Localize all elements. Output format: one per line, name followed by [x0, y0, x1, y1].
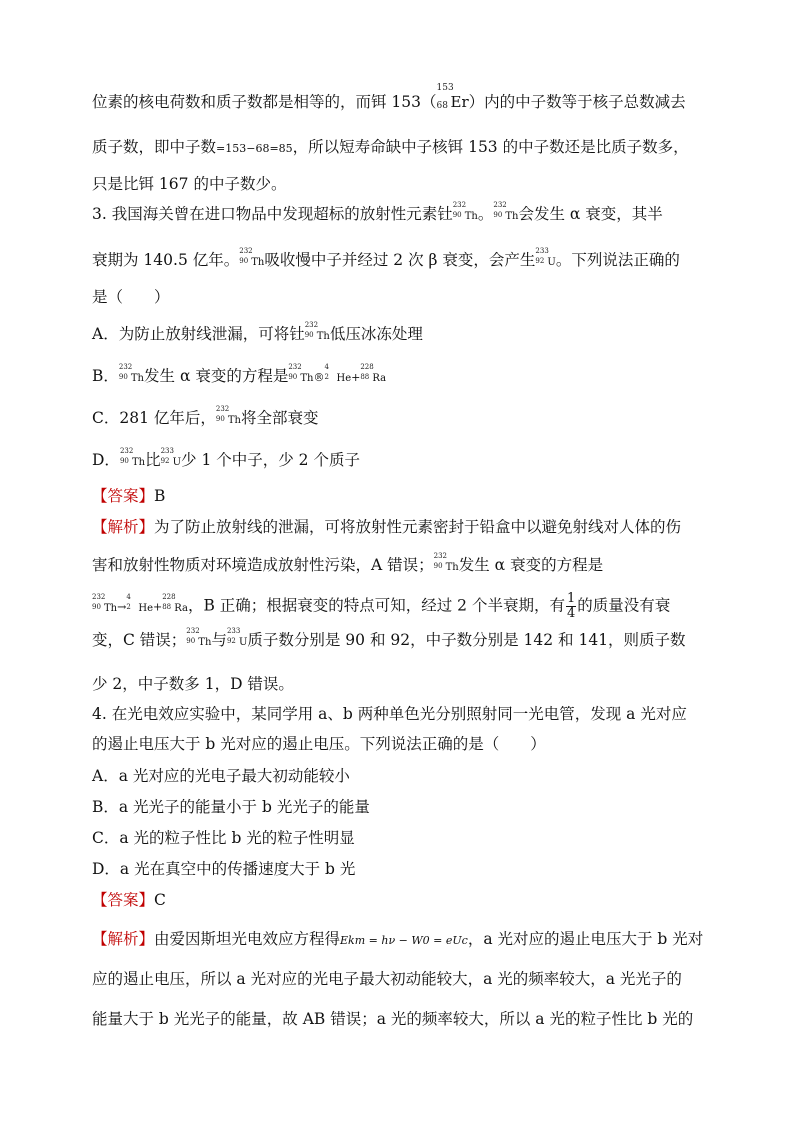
explanation-tag: 【解析】: [92, 518, 155, 536]
option-3b: B． 232 90 Th发生 α 衰变的方程是 232 90 Th® 4 2 He+ 228 88 Ra: [92, 366, 386, 389]
answer-tag: 【答案】: [92, 891, 155, 909]
explanation-tag: 【解析】: [92, 930, 155, 948]
isotope-th: 232 90 Th: [452, 201, 478, 222]
isotope-u: 233 92 U: [226, 627, 248, 648]
explanation-3-line-1: 【解析】为了防止放射线的泄漏，可将放射性元素密封于铅盒中以避免射线对人体的伤: [92, 518, 682, 536]
fraction-one-quarter: $\frac{1}{4}$: [566, 591, 576, 621]
isotope-th: 232 90 Th: [215, 405, 241, 426]
explanation-3-line-3: 232 90 Th→ 4 2 He+ 228 88 Ra，B 正确；根据衰变的特点可知，经过 2 个半衰期，有 $\frac{1}{4}$ 的质量没有衰: [92, 591, 671, 621]
option-4d: D．a 光在真空中的传播速度大于 b 光: [92, 860, 356, 878]
option-3d: D． 232 90 Th比 233 92 U少 1 个中子，少 2 个质子: [92, 450, 360, 473]
option-3a: A．为防止放射线泄漏，可将钍 232 90 Th低压冰冻处理: [92, 324, 423, 347]
explanation-3-line-2: 害和放射性物质对环境造成放射性污染，A 错误； 232 90 Th发生 α 衰变的方程是: [92, 555, 603, 578]
text-line-2: 质子数，即中子数=153−68=85，所以短寿命缺中子核铒 153 的中子数还是比质子数多，: [92, 138, 689, 156]
explanation-4-line-2: 应的遏止电压，所以 a 光对应的光电子最大初动能较大，a 光的频率较大，a 光光子的: [92, 970, 682, 988]
question-3-line-1: 3. 我国海关曾在进口物品中发现超标的放射性元素钍 232 90 Th。 232 90 Th会发生 α 衰变，其半: [92, 204, 663, 227]
answer-4: 【答案】C: [92, 891, 166, 909]
isotope-u: 233 92 U: [535, 247, 556, 268]
isotope-th: 232 90 Th: [288, 363, 314, 384]
isotope-he: 4 2 He: [126, 592, 153, 614]
photoelectric-formula: Ekm = hν − W0 = eUc: [340, 934, 468, 947]
isotope-ra: 228 88 Ra: [360, 363, 387, 384]
option-4a: A．a 光对应的光电子最大初动能较小: [92, 767, 350, 785]
question-4-line-1: 4. 在光电效应实验中，某同学用 a、b 两种单色光分别照射同一光电管，发现 a 光对应: [92, 705, 687, 723]
isotope-th: 232 90 Th: [186, 627, 212, 648]
isotope-th: 232 90 Th: [92, 592, 118, 614]
text-line-1: 位素的核电荷数和质子数都是相等的，而铒 153（ 153 68 Er）内的中子数等于核子总数减去: [92, 83, 686, 111]
answer-tag: 【答案】: [92, 487, 155, 505]
question-4-line-2: 的遏止电压大于 b 光对应的遏止电压。下列说法正确的是（ ）: [92, 735, 546, 753]
question-3-line-2: 衰期为 140.5 亿年。 232 90 Th吸收慢中子并经过 2 次 β 衰变，会产生 233 92 U。下列说法正确的: [92, 250, 680, 273]
isotope-he: 4 2 He: [324, 363, 352, 384]
question-3-line-3: 是（ ）: [92, 288, 170, 306]
answer-3: 【答案】B: [92, 487, 166, 505]
isotope-th: 232 90 Th: [493, 201, 519, 222]
isotope-er: 153 68 Er: [436, 83, 469, 111]
explanation-3-line-5: 少 2，中子数多 1，D 错误。: [92, 675, 294, 693]
explanation-3-line-4: 变，C 错误； 232 90 Th与 233 92 U质子数分别是 90 和 92，中子数分别是 142 和 141，则质子数: [92, 630, 686, 653]
isotope-ra: 228 88 Ra: [162, 592, 188, 614]
explanation-4-line-1: 【解析】由爱因斯坦光电效应方程得Ekm = hν − W0 = eUc，a 光对应的遏止电压大于 b 光对: [92, 930, 704, 948]
isotope-th: 232 90 Th: [119, 447, 146, 468]
option-4b: B．a 光光子的能量小于 b 光光子的能量: [92, 798, 370, 816]
explanation-4-line-3: 能量大于 b 光光子的能量，故 AB 错误；a 光的频率较大，所以 a 光的粒子性比 b 光的: [92, 1010, 694, 1028]
text-line-3: 只是比铒 167 的中子数少。: [92, 175, 287, 193]
isotope-th: 232 90 Th: [118, 363, 145, 384]
option-3c: C．281 亿年后， 232 90 Th将全部衰变: [92, 408, 319, 431]
isotope-u: 233 92 U: [160, 447, 182, 468]
isotope-th: 232 90 Th: [239, 247, 265, 268]
isotope-th: 232 90 Th: [433, 552, 459, 573]
isotope-th: 232 90 Th: [304, 321, 330, 342]
option-4c: C．a 光的粒子性比 b 光的粒子性明显: [92, 829, 355, 847]
